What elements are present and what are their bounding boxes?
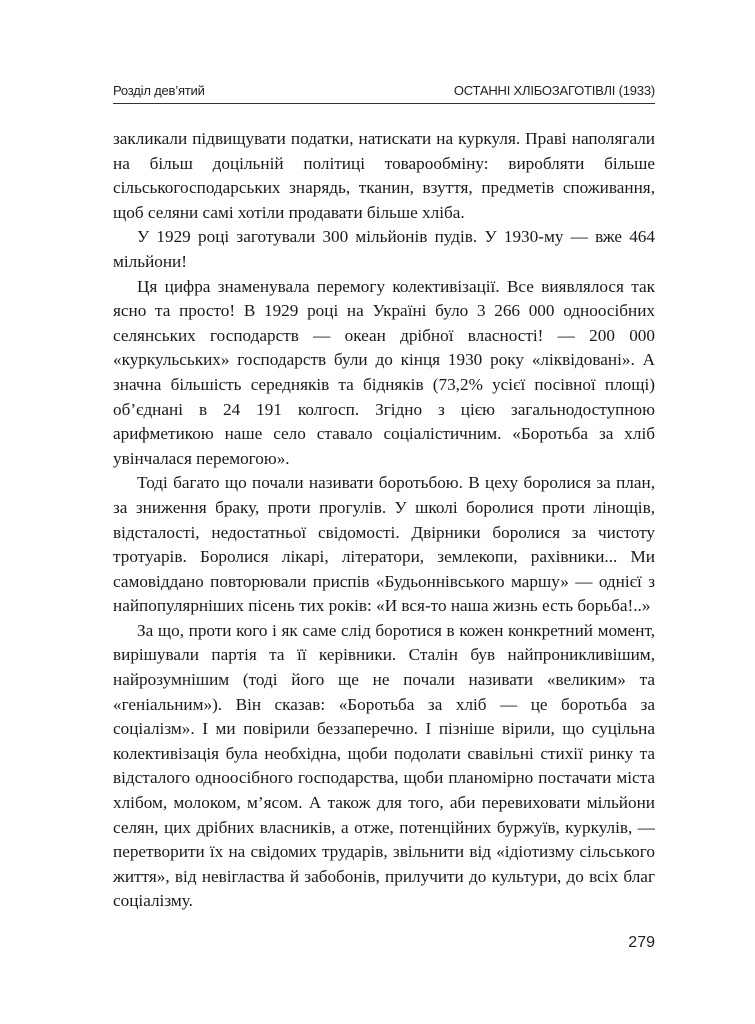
paragraph-2: У 1929 році заготували 300 мільйонів пудів. У 1930-му — вже 464 мільйони! <box>113 227 655 271</box>
section-title: ОСТАННІ ХЛІБОЗАГОТІВЛІ (1933) <box>453 83 655 98</box>
body-text <box>113 127 655 914</box>
page-number: 279 <box>628 934 655 951</box>
paragraph-1: закликали підвищувати податки, натискати на куркуля. Праві наполягали на більш доцільній політиці товарообміну: виробляти більше сільськогосподарських знарядь, тканин, взуття, предметів споживання, щоб селяни самі хотіли продавати більше хліба. <box>113 129 655 222</box>
paragraph-4: Тоді багато що почали називати боротьбою. В цеху боролися за план, за зниження браку, проти прогулів. У школі боролися проти лінощів, відсталості, недостатньої свідомості. Двірники боролися за чистоту тротуарів. Боролися лікарі, літератори, землекопи, рахівники... Ми самовіддано повторювали приспів «Будьоннівського маршу» — однієї з найпопулярніших пісень тих років: «И вся-то наша жизнь есть борьба!..» <box>113 473 655 616</box>
running-header <box>113 83 655 103</box>
header-divider <box>113 103 655 104</box>
paragraph-5: За що, проти кого і як саме слід боротися в кожен конкретний момент, вирішували партія та її керівники. Сталін був найпроникливішим, найрозумнішим (тоді його ще не почали називати «великим» та «геніальним»). Він сказав: «Боротьба за хліб — це боротьба за соціалізм». І ми повірили беззаперечно. І пізніше вірили, що суцільна колективізація була необхідна, щоби подолати свавільні стихії ринку та відсталого одноосібного господарства, щоби планомірно постачати міста хлібом, молоком, м’ясом. А також для того, аби перевиховати мільйони селян, цих дрібних власників, а отже, потенційних буржуїв, куркулів, — перетворити їх на свідомих трударів, звільнити від «ідіотизму сільського життя», від невігластва й забобонів, прилучити до культури, до всіх благ соціалізму. <box>113 620 655 911</box>
paragraph-3: Ця цифра знаменувала перемогу колективізації. Все виявлялося так ясно та просто! В 1929 році на Україні було 3 266 000 одноосібних селянських господарств — океан дрібної власності! — 200 000 «куркульських» господарств були до кінця 1930 року «ліквідовані». А значна більшість середняків та бідняків (73,2% усієї посівної площі) об’єднані в 24 191 колгосп. Згідно з цією загальнодоступною арифметикою наше село ставало соціалістичним. «Боротьба за хліб увінчалася перемогою». <box>113 276 655 468</box>
chapter-label: Розділ дев’ятий <box>113 83 205 98</box>
